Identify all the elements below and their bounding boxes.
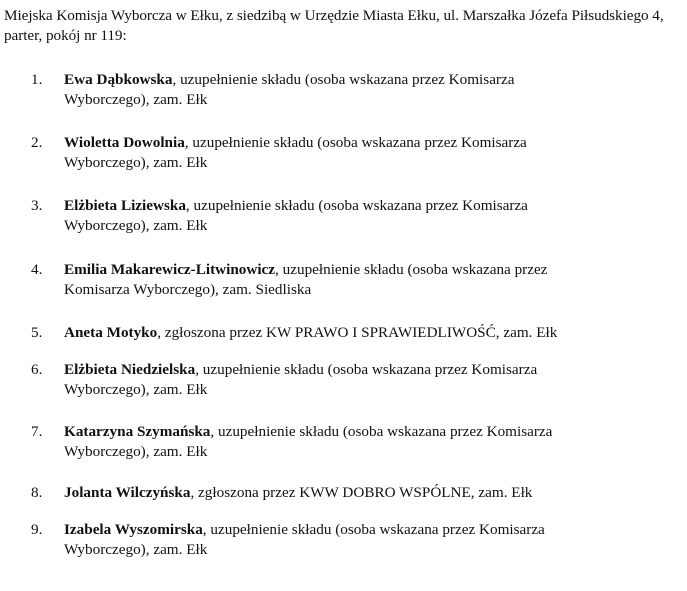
item-text <box>64 360 664 400</box>
member-name: Emilia Makarewicz-Litwinowicz <box>64 261 276 278</box>
member-residence: Komisarza Wyborczego), zam. Siedliska <box>64 281 312 298</box>
member-residence: Wyborczego), zam. Ełk <box>64 541 208 558</box>
list-item <box>0 323 687 343</box>
member-name: Elżbieta Liziewska <box>64 197 186 214</box>
member-name: Katarzyna Szymańska <box>64 423 211 440</box>
item-number: 2. <box>31 134 43 151</box>
member-name: Ewa Dąbkowska <box>64 71 173 88</box>
list-item <box>0 260 687 300</box>
list-item <box>0 360 687 400</box>
item-number: 5. <box>31 324 43 341</box>
item-text <box>64 520 664 560</box>
item-number: 1. <box>31 71 43 88</box>
item-number: 8. <box>31 484 43 501</box>
item-text <box>64 133 664 173</box>
item-text <box>64 196 664 236</box>
member-role: , uzupełnienie składu (osoba wskazana przez Komisarza <box>172 71 515 88</box>
item-text <box>64 323 664 343</box>
member-role: , uzupełnienie składu (osoba wskazana przez Komisarza <box>185 197 528 214</box>
item-number: 9. <box>31 521 43 538</box>
member-name: Wioletta Dowolnia <box>64 134 185 151</box>
member-residence: Wyborczego), zam. Ełk <box>64 91 208 108</box>
member-role: , uzupełnienie składu (osoba wskazana przez Komisarza <box>184 134 527 151</box>
item-number: 6. <box>31 361 43 378</box>
member-role: , uzupełnienie składu (osoba wskazana przez <box>275 261 548 278</box>
member-residence: Wyborczego), zam. Ełk <box>64 381 208 398</box>
member-residence: Wyborczego), zam. Ełk <box>64 443 208 460</box>
item-number: 7. <box>31 423 43 440</box>
member-name: Jolanta Wilczyńska <box>64 484 191 501</box>
item-number: 4. <box>31 261 43 278</box>
item-text <box>64 260 664 300</box>
list-item <box>0 196 687 236</box>
item-number: 3. <box>31 197 43 214</box>
member-role: , uzupełnienie składu (osoba wskazana przez Komisarza <box>195 361 538 378</box>
member-residence: Wyborczego), zam. Ełk <box>64 217 208 234</box>
item-text <box>64 483 664 503</box>
item-text <box>64 422 664 462</box>
list-item <box>0 70 687 110</box>
member-name: Elżbieta Niedzielska <box>64 361 196 378</box>
list-item <box>0 133 687 173</box>
member-role: , uzupełnienie składu (osoba wskazana przez Komisarza <box>210 423 553 440</box>
member-residence: Wyborczego), zam. Ełk <box>64 154 208 171</box>
member-role: , zgłoszona przez KWW DOBRO WSPÓLNE, zam. Ełk <box>190 484 533 501</box>
member-name: Aneta Motyko <box>64 324 158 341</box>
list-item <box>0 520 687 560</box>
member-role: , zgłoszona przez KW PRAWO I SPRAWIEDLIWOŚĆ, zam. Ełk <box>157 324 558 341</box>
list-item <box>0 422 687 462</box>
item-text <box>64 70 664 110</box>
member-name: Izabela Wyszomirska <box>64 521 203 538</box>
list-item <box>0 483 687 503</box>
commission-header: Miejska Komisja Wyborcza w Ełku, z siedzibą w Urzędzie Miasta Ełku, ul. Marszałka Józefa Piłsudskiego 4, parter, pokój nr 119: <box>4 7 664 44</box>
member-role: , uzupełnienie składu (osoba wskazana przez Komisarza <box>202 521 545 538</box>
